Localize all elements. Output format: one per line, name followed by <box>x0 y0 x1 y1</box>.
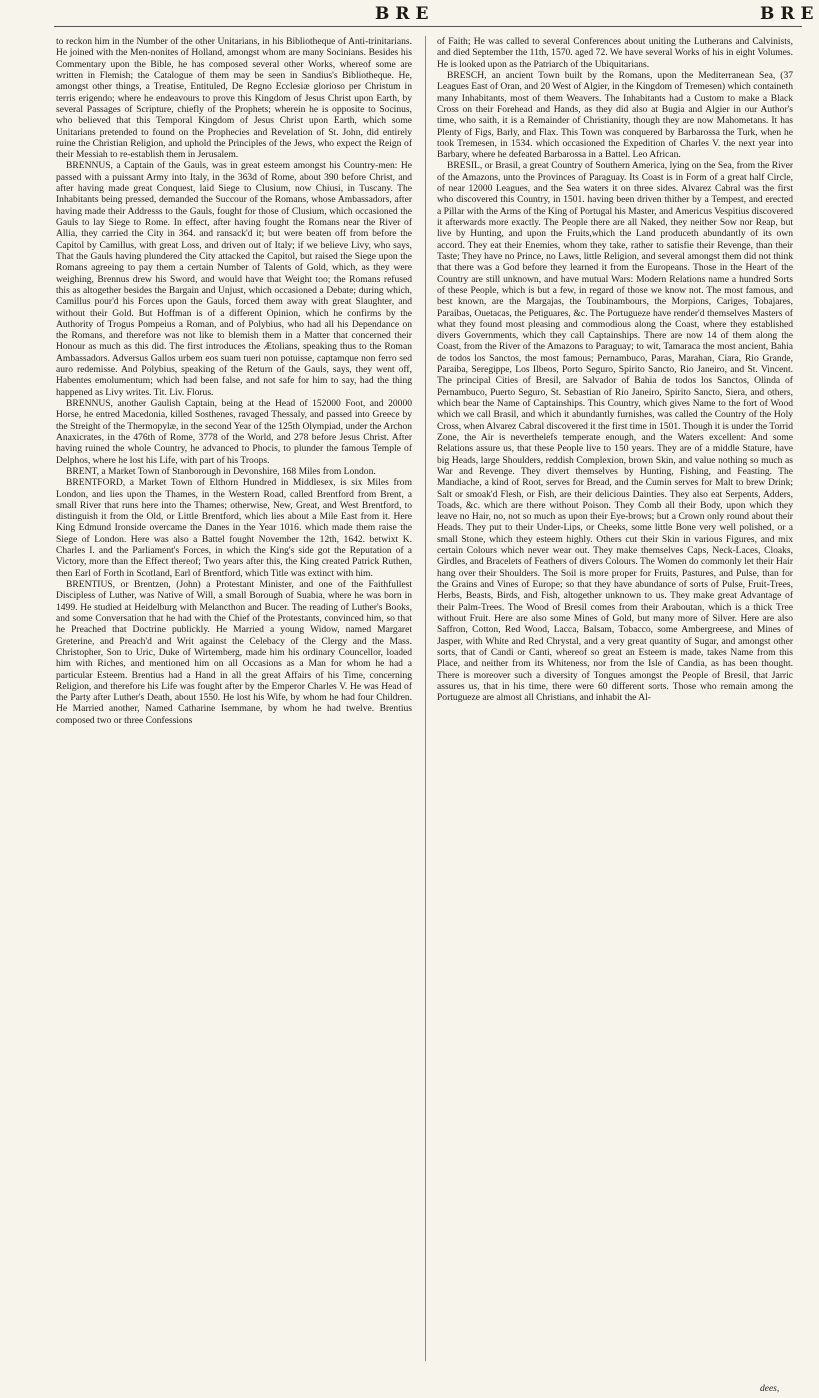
catchword: dees, <box>760 1384 780 1394</box>
paragraph: BRENNUS, a Captain of the Gauls, was in great esteem amongst his Country-men: He passed with a puissant Army into Italy, in the 363d of Rome, about 390 before Christ, and after having made great Conquest, laid Siege to Clusium, now Chiusi, in Tuscany. The Inhabitants being pressed, demanded the Succour of the Romans, whose Ambassadors, after having made their Addresss to the Gauls, fought for those of Clusium, which occasioned the Gauls to lay Siege to Rome. In effect, after having fought the Romans near the River of Allia, they carried the City in 364. and ransack'd it; but were beaten off from before the Capitol by Camillus, with great Loss, and driven out of Italy; if we believe Livy, who says, That the Gauls having plundered the City attacked the Capitol, but raised the Siege upon the Romans agreeing to pay them a certain Number of Talents of Gold, which, as they were weighing, Brennus drew his Sword, and would have that Weight too; the Romans refused this as altogether besides the Bargain and Unjust, which occasioned a Debate; during which, Camillus pour'd his Forces upon the Gauls, forced them away with great Slaughter, and without their Gold. But Hoffman is of a different Opinion, which he confirms by the Authority of Trogus Pompeius a Roman, and of Polybius, who had all his Dependance on the Romans, and therefore was not like to blemish them in a Matter that concerned their Honour as much as this did. The first introduces the Ætolians, speaking thus to the Roman Ambassadors. Adversus Gallos urbem eos suam tueri non potuisse, captamque non ferro sed auro redemisse. And Polybius, speaking of the Return of the Gauls, says, they went off, Habentes emolumentum; which had been false, and not safe for him to say, had the thing happened as Livy writes. Tit. Liv. Florus. <box>56 160 412 398</box>
column-divider <box>425 36 426 1361</box>
left-column <box>56 36 412 1391</box>
running-head-left: BRE <box>375 4 435 24</box>
paragraph: BRENT, a Market Town of Stanborough in Devonshire, 168 Miles from London. <box>66 465 376 477</box>
paragraph: of Faith; He was called to several Conferences about uniting the Lutherans and Calvinists, and died September the 11th, 1570. aged 72. We have several Works of his in eight Volumes. He is looked upon as the Patriarch of the Ubiquitarians. <box>437 36 793 70</box>
paragraph: BRESIL, or Brasil, a great Country of Southern America, lying on the Sea, from the River of the Amazons, unto the Provinces of Paraguay. Its Coast is in Form of a great half Circle, of near 12000 Leagues, and the Sea waters it on three sides. Alvarez Cabral was the first who discovered this Country, in 1501. having been driven thither by a Tempest, and erected a Pillar with the Arms of the King of Portugal his Master, and Americus Vespitius discovered it afterwards more exactly. The People there are all Naked, they neither Sow nor Reap, but live by Hunting, and upon the Fruits,which the Land produceth abundantly of its own accord. They eat their Enemies, whom they take, rather to satisfie their Revenge, than their Taste; They have no Prince, no Laws, little Religion, and several amongst them did not think that there was a God before they learned it from the Europeans. Those in the Heart of the Country are still unknown, and have mutual Wars: Modern Relations name a hundred Sorts of these People, which is but a few, in regard of those we know not. The most famous, and best known, are the Margajas, the Toubinambours, the Morpions, Cariges, Tobajares, Paraibas, Ouetacas, the Petiguares, &c. The Portugueze have render'd themselves Masters of what they found most pleasing and commodious along the Coast, where they established divers Governments, which they call Captainships. There are now 14 of them along the Coast, from the River of the Amazons to Paraguay; to wit, Tamaraca the most ancient, Bahia de todos los Sanctos, the most famous; Pernambuco, Paras, Marahan, Ciara, Rio Grande, Paraiba, Seregippe, Los Ilbeos, Porto Seguro, Spirito Sancto, Rio Janeiro, and St. Vincent. The principal Cities of Bresil, are Salvador of Bahia de todos los Sanctos, Olinda of Pernambuco, Puerto Seguro, St. Sebastian of Rio Janeiro, Spirito Sancto, Siera, and others, which bear the Name of Captainships. This Country, which gives Name to the fort of Wood which we call Brasil, and which it abundantly furnishes, was called the Country of the Holy Cross, when Alvarez Cabral discovered it the first time in 1501. Though it is under the Torrid Zone, the Air is neverthelefs temperate enough, and the Waters excellent: And some Relations assure us, that these People live to 150 years. They are of a middle Stature, have big Heads, large Shoulders, reddish Complexion, brown Skin, and value nothing so much as War and Revenge. They divert themselves by Hunting, Fishing, and Feasting. The Mandiache, a kind of Root, serves for Bread, and the Cumin serves for Malt to brew Drink; Salt or smoak'd Flesh, or Fish, are their delicious Dainties. They also eat Serpents, Adders, Toads, &c. which are there without Poison. They Comb all their Body, upon which they leave no Hair, no, not so much as upon their Eye-brows; but a Crown only round about their Heads. They put to their Under-Lips, or Cheeks, some little Bone very well polished, or a small Stone, which they esteem highly. Others cut their Skin in various Figures, and mix certain Colours which never wear out. They make themselves Caps, Neck-Laces, Cloaks, Girdles, and Bracelets of Feathers of divers Colours. The Women do commonly let their Hair hang over their Shoulders. The Soil is more proper for Fruits, Pastures, and Pulse, than for the Grains and Vines of Europe; so that they have abundance of sorts of Pulse, Fruit-Trees, Herbs, Beasts, Birds, and Fish, altogether unknown to us. They make great Advantage of their Palm-Trees. The Wood of Bresil comes from their Araboutan, which is a thick Tree without Fruit. Here are also some Mines of Gold, but many more of Silver. Here are also Saffron, Cotton, Red Wood, Lacca, Balsam, Tobacco, some Ambergreese, and Mines of Jasper, with White and Red Chrystal, and a very great quantity of Sugar, and amongst other sorts, that of Candi or Canti, whereof so great an Esteem is made, takes Name from this Place, and neither from its Whiteness, nor from the Isle of Candia, as has been thought. There is moreover such a diversity of Tongues amongst the People of Bresil, that Jarric assures us, that in his time, there were 60 different sorts. Those who remain among the Portugueze are almost all Christians, and inhabit the Al- <box>437 160 793 704</box>
header-rule <box>54 26 802 27</box>
running-header <box>0 0 819 34</box>
paragraph: to reckon him in the Number of the other Unitarians, in his Bibliotheque of Anti-trinitarians. He joined with the Men-nonites of Holland, amongst whom are many Socinians. Besides his Commentary upon the Bible, he has composed several other Works, whereof some are written in Flemish; the Catalogue of them may be seen in Sandius's Bibliotheque. He, amongst other things, a Treatise, Entituled, De Regno Ecclesiæ glorioso per Christum in terris erigendo; where he endeavours to prove this Kingdom of Jesus Christ upon Earth, by several Passages of Scripture, chiefly of the Prophets; wherein he is opposite to Socinus, who believed that this Temporal Kingdom of Jesus Christ upon Earth, which some Unitarians pretended to found on the Prophecies and Revelation of St. John, did entirely ruine the Christian Religion, and uphold the Principles of the Jews, who expect the Reign of their Messiah to re-establish them in Jerusalem. <box>56 36 412 161</box>
paragraph: BRENTFORD, a Market Town of Elthorn Hundred in Middlesex, is six Miles from London, and lies upon the Thames, in the Western Road, called Brentford from Brent, a small River that runs here into the Thames; otherwise, New, Great, and West Brentford, to distinguish it from the Old, or Little Brentford, which lies about a Mile East from it. Here King Edmund Ironside overcame the Danes in the Year 1016. which made them raise the Siege of London. Here was also a Battel fought November the 12th, 1642. betwixt K. Charles I. and the Parliament's Forces, in which the King's side got the Reputation of a Victory, more than the Effect thereof; Two years after this, the King created Patrick Ruthen, then Earl of Forth in Scotland, Earl of Brentford, which Title was extinct with him. <box>56 477 412 579</box>
paragraph: BRENTIUS, or Brentzen, (John) a Protestant Minister, and one of the Faithfullest Discipless of Luther, was Native of Will, a small Borough of Suabia, where he was born in 1499. He studied at Heidelburg with Melancthon and Bucer. The reading of Luther's Books, and some Conversation that he had with the Chief of the Protestants, convinced him, so that he Preached that Doctrine publickly. He Married a young Widow, named Margaret Greterine, and Preach'd and Writ against the Celebacy of the Clergy and the Mass. Christopher, Son to Uric, Duke of Wirtemberg, made him his ordinary Councellor, loaded him with Riches, and mentioned him on all Occasions as a Man for whom he had a particular Esteem. Brentius had a Hand in all the great Affairs of his Time, concerning Religion, and therefore his Life was fought after by the Emperor Charles V. He was Head of the Party after Luther's Death, about 1550. He lost his Wife, by whom he had four Children. He Married another, Named Catharine Isemmane, by whom he had twelve. Brentius composed two or three Confessions <box>56 579 412 726</box>
right-column <box>437 36 793 1391</box>
running-head-right: BRE <box>760 4 819 24</box>
paragraph: BRENNUS, another Gaulish Captain, being at the Head of 152000 Foot, and 20000 Horse, he entred Macedonia, killed Sosthenes, ravaged Thessaly, and passed into Greece by the Streight of the Thermopylæ, in the second Year of the 125th Olympiad, under the Archon Anaxicrates, in the 476th of Rome, 3778 of the World, and 278 before Jesus Christ. After having ruined the whole Country, he advanced to Phocis, to plunder the famous Temple of Delphos, where he lost his Life, with part of his Troops. <box>56 398 412 466</box>
paragraph: BRESCH, an ancient Town built by the Romans, upon the Mediterranean Sea, (37 Leagues East of Oran, and 20 West of Algier, in the Kingdom of Tremesen) which containeth many Inhabitants, most of them Weavers. The Inhabitants had a Custom to make a Black Cross on their Forehead and Hands, as they did also at Bugia and Algier in our Author's time, who saith, it is a Remainder of Christianity, though they are now Mahometans. It has Plenty of Figs, Barly, and Flax. This Town was conquered by Barbarossa the Turk, when he took Tremesen, in 1534. which occasioned the Expedition of Charles V. the next year into Barbary, where he defeated Barbarossa in a Battel. Leo African. <box>437 69 793 161</box>
